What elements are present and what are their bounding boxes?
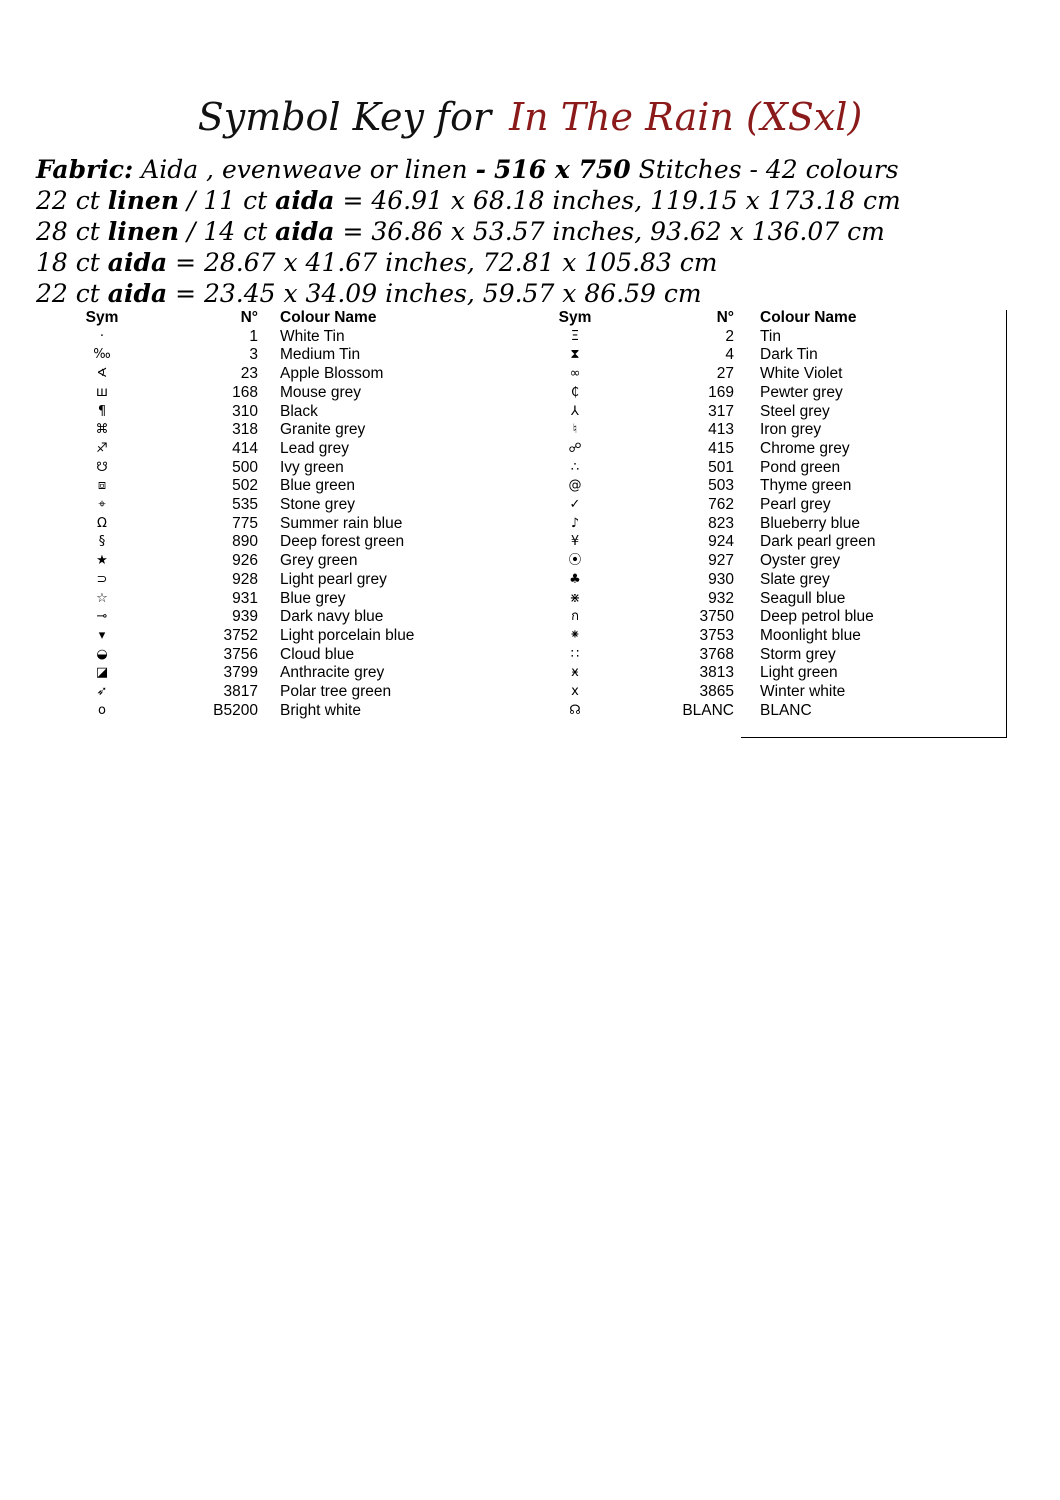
- symbol-glyph: ·: [99, 328, 105, 344]
- symbol-glyph: Ω: [97, 515, 107, 531]
- floss-number: 318: [232, 421, 258, 439]
- thread-count: 22 ct: [36, 279, 100, 308]
- floss-number: 924: [708, 533, 734, 551]
- floss-number: 3799: [223, 664, 258, 682]
- colour-name: Seagull blue: [760, 589, 846, 607]
- floss-number: 928: [232, 570, 258, 588]
- colour-name: Polar tree green: [280, 683, 392, 700]
- colour-name: Mouse grey: [280, 383, 361, 401]
- symbol-glyph: ∷: [570, 646, 580, 662]
- colour-name: Chrome grey: [760, 439, 850, 457]
- symbol-glyph: ⋇: [569, 590, 581, 606]
- cloth-type: linen: [107, 217, 180, 246]
- symbol-glyph: ♣: [569, 571, 581, 587]
- floss-number: 3752: [223, 626, 258, 644]
- floss-number: 415: [708, 439, 734, 457]
- cloth-separator: / 11 ct: [186, 186, 268, 215]
- floss-number: 3865: [699, 683, 734, 700]
- finished-size: = 36.86 x 53.57 inches, 93.62 x 136.07 cm: [342, 217, 885, 246]
- symbol-glyph: ◪: [95, 665, 109, 681]
- symbol-glyph: ☆: [96, 590, 108, 606]
- colour-name: Grey green: [280, 552, 358, 570]
- sym-header: Sym: [558, 309, 592, 326]
- symbol-glyph: o: [98, 702, 106, 718]
- floss-number: 169: [708, 383, 734, 401]
- fabric-dash: -: [475, 155, 486, 184]
- symbol-glyph: ∞: [569, 366, 581, 382]
- table-right-border: [1006, 310, 1007, 738]
- symbol-glyph: ₵: [570, 384, 580, 400]
- floss-number: 3750: [699, 608, 734, 626]
- floss-number: 3813: [699, 664, 734, 682]
- colour-name: Blue grey: [280, 589, 346, 607]
- floss-number: 931: [232, 589, 258, 607]
- floss-number: 932: [708, 589, 734, 607]
- colour-name: Blueberry blue: [760, 514, 860, 532]
- floss-number: 3768: [699, 645, 734, 663]
- colour-name: White Tin: [280, 327, 345, 345]
- colour-name: Light green: [760, 664, 838, 682]
- fabric-summary-line: [36, 154, 901, 185]
- colour-name: Deep forest green: [280, 533, 405, 551]
- colour-name: Medium Tin: [280, 346, 361, 364]
- symbol-glyph: ⦿: [568, 553, 582, 569]
- table-bottom-border: [741, 737, 1007, 738]
- symbol-glyph: ▾: [98, 627, 106, 643]
- colour-name: White Violet: [760, 365, 843, 383]
- symbol-glyph: ¶: [97, 403, 107, 419]
- page-title: [0, 95, 1060, 141]
- floss-number: 3756: [223, 645, 258, 663]
- colour-name: Pond green: [760, 458, 841, 476]
- colour-name: Dark Tin: [760, 346, 818, 364]
- finished-size: = 23.45 x 34.09 inches, 59.57 x 86.59 cm: [175, 279, 702, 308]
- cloth-type: aida: [275, 217, 335, 246]
- fabric-size-line: [36, 216, 901, 247]
- symbol-glyph: ก: [571, 609, 579, 625]
- colour-name: Iron grey: [760, 421, 822, 439]
- colour-name: Moonlight blue: [760, 626, 861, 644]
- floss-number: 317: [708, 402, 734, 420]
- floss-number: 502: [232, 477, 258, 495]
- symbol-glyph: @: [568, 478, 582, 494]
- floss-number: 168: [232, 383, 258, 401]
- stitch-count: 516 x 750: [493, 155, 631, 184]
- finished-size: = 46.91 x 68.18 inches, 119.15 x 173.18 cm: [342, 186, 901, 215]
- symbol-glyph: ♐: [96, 440, 108, 456]
- cloth-type: aida: [107, 279, 168, 308]
- floss-number: 1: [249, 327, 258, 345]
- symbol-glyph: ♮: [572, 422, 578, 438]
- floss-number: BLANC: [682, 701, 734, 719]
- colour-name: Thyme green: [760, 477, 852, 495]
- title-prefix: Symbol Key for: [197, 95, 492, 139]
- floss-number: 4: [725, 346, 734, 364]
- symbol-glyph: x: [571, 684, 579, 699]
- floss-number: 3: [249, 346, 258, 364]
- pattern-name: In The Rain (XSxl): [509, 95, 863, 139]
- symbol-glyph: ☋: [96, 459, 108, 475]
- floss-number: 939: [232, 608, 258, 626]
- symbol-glyph: ⌘: [95, 422, 109, 438]
- floss-number: 501: [708, 458, 734, 476]
- colour-name: Summer rain blue: [280, 514, 403, 532]
- floss-number: 775: [232, 514, 258, 532]
- colour-name: Deep petrol blue: [760, 608, 874, 626]
- symbol-glyph: ⅄: [571, 403, 579, 419]
- colour-name: Ivy green: [280, 458, 344, 476]
- thread-count: 22 ct: [36, 186, 100, 215]
- cloth-type: aida: [107, 248, 168, 277]
- colour-name-header: Colour Name: [760, 309, 857, 326]
- symbol-glyph: ∴: [570, 459, 580, 475]
- symbol-glyph: ☊: [569, 702, 581, 718]
- floss-number: 930: [708, 570, 734, 588]
- floss-number: 500: [232, 458, 258, 476]
- colour-name: Apple Blossom: [280, 365, 384, 383]
- colour-name: Stone grey: [280, 496, 355, 513]
- symbol-glyph: ★: [96, 553, 108, 569]
- symbol-glyph: ¥: [570, 534, 580, 550]
- colour-name: Lead grey: [280, 439, 349, 457]
- colour-name: Steel grey: [760, 402, 830, 420]
- colour-name: Winter white: [760, 683, 846, 700]
- symbol-glyph: ◒: [96, 646, 108, 662]
- colour-name: Bright white: [280, 701, 361, 719]
- symbol-glyph: ⊃: [96, 571, 108, 587]
- symbol-glyph: ш: [96, 384, 108, 400]
- colour-name-header: Colour Name: [280, 309, 377, 326]
- finished-size: = 28.67 x 41.67 inches, 72.81 x 105.83 cm: [175, 248, 718, 277]
- floss-number: 762: [708, 496, 734, 513]
- stitch-suffix: Stitches - 42 colours: [638, 155, 899, 184]
- floss-number: 503: [708, 477, 734, 495]
- colour-name: Slate grey: [760, 570, 830, 588]
- colour-name: Storm grey: [760, 645, 836, 663]
- colour-name: Pewter grey: [760, 383, 843, 401]
- symbol-glyph: ⁕: [569, 627, 581, 643]
- floss-number: 2: [725, 327, 734, 345]
- number-header: N°: [716, 309, 734, 326]
- floss-number: 414: [232, 439, 258, 457]
- colour-name: Light pearl grey: [280, 570, 387, 588]
- symbol-glyph: ⧈: [97, 478, 107, 494]
- symbol-glyph: ➶: [96, 684, 108, 699]
- thread-count: 28 ct: [36, 217, 100, 246]
- colour-name: Dark pearl green: [760, 533, 876, 551]
- fabric-types: Aida , evenweave or linen: [141, 155, 468, 184]
- fabric-label: Fabric:: [36, 155, 134, 184]
- colour-name: BLANC: [760, 701, 812, 719]
- fabric-size-line: [36, 247, 901, 278]
- symbol-glyph: ⌖: [98, 497, 106, 512]
- symbol-glyph: ⧗: [570, 347, 580, 363]
- cloth-separator: / 14 ct: [186, 217, 268, 246]
- colour-name: Tin: [760, 327, 781, 345]
- colour-name: Anthracite grey: [280, 664, 385, 682]
- colour-name: Cloud blue: [280, 645, 355, 663]
- thread-count: 18 ct: [36, 248, 100, 277]
- fabric-size-line: [36, 278, 901, 309]
- colour-name: Granite grey: [280, 421, 366, 439]
- symbol-glyph: ☍: [568, 440, 582, 456]
- symbol-glyph: ⊸: [96, 609, 108, 625]
- cloth-type: linen: [107, 186, 180, 215]
- symbol-glyph: ∢: [96, 366, 108, 382]
- colour-name: Oyster grey: [760, 552, 841, 570]
- symbol-glyph: ‰: [93, 347, 111, 363]
- floss-number: 926: [232, 552, 258, 570]
- number-header: N°: [240, 309, 258, 326]
- symbol-glyph: ✓: [569, 497, 581, 512]
- floss-number: 3753: [699, 626, 734, 644]
- floss-number: 23: [240, 365, 258, 383]
- sym-header: Sym: [85, 309, 119, 326]
- cloth-type: aida: [275, 186, 335, 215]
- colour-name: Pearl grey: [760, 496, 831, 513]
- floss-number: 535: [232, 496, 258, 513]
- floss-number: B5200: [213, 701, 258, 719]
- symbol-glyph: §: [98, 534, 106, 550]
- colour-name: Dark navy blue: [280, 608, 384, 626]
- floss-number: 823: [708, 514, 734, 532]
- floss-number: 890: [232, 533, 258, 551]
- fabric-size-line: [36, 185, 901, 216]
- floss-number: 310: [232, 402, 258, 420]
- fabric-info: [36, 154, 901, 309]
- symbol-glyph: Ξ: [570, 328, 580, 344]
- colour-name: Light porcelain blue: [280, 626, 415, 644]
- symbol-glyph: ӿ: [571, 665, 579, 681]
- floss-number: 3817: [223, 683, 258, 700]
- floss-number: 413: [708, 421, 734, 439]
- floss-number: 927: [708, 552, 734, 570]
- floss-number: 27: [716, 365, 734, 383]
- symbol-glyph: ♪: [570, 515, 580, 531]
- colour-name: Black: [280, 402, 318, 420]
- colour-name: Blue green: [280, 477, 355, 495]
